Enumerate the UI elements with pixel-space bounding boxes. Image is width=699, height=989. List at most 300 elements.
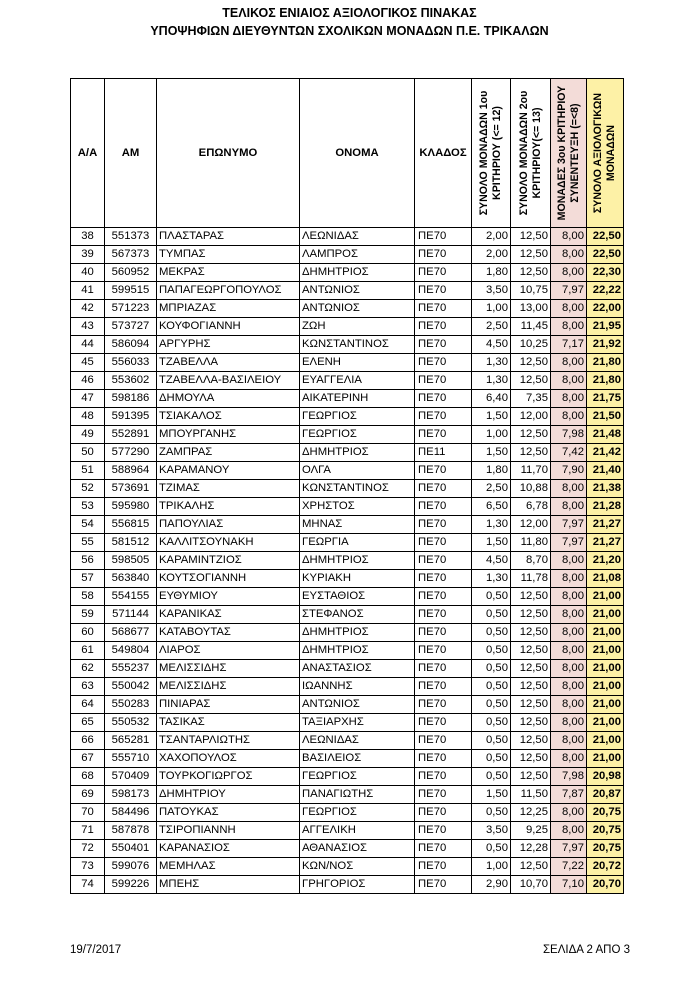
cell-surname: ΚΑΡΑΜΑΝΟΥ bbox=[157, 462, 300, 480]
cell-am: 599076 bbox=[105, 858, 157, 876]
cell-criterion3: 8,00 bbox=[551, 552, 587, 570]
cell-klados: ΠΕ70 bbox=[415, 390, 472, 408]
cell-criterion1: 3,50 bbox=[472, 822, 511, 840]
cell-aa: 46 bbox=[71, 372, 105, 390]
cell-klados: ΠΕ70 bbox=[415, 606, 472, 624]
cell-aa: 47 bbox=[71, 390, 105, 408]
col-header-total-text: ΣΥΝΟΛΟ ΑΞΙΟΛΟΓΙΚΩΝ ΜΟΝΑΔΩΝ bbox=[592, 92, 617, 214]
table-row bbox=[71, 678, 624, 696]
cell-klados: ΠΕ70 bbox=[415, 408, 472, 426]
cell-am: 551373 bbox=[105, 228, 157, 246]
cell-criterion2: 12,50 bbox=[511, 642, 551, 660]
table-row bbox=[71, 750, 624, 768]
cell-klados: ΠΕ70 bbox=[415, 516, 472, 534]
cell-klados: ΠΕ70 bbox=[415, 354, 472, 372]
cell-am: 595980 bbox=[105, 498, 157, 516]
cell-criterion3: 8,00 bbox=[551, 318, 587, 336]
cell-am: 598173 bbox=[105, 786, 157, 804]
table-row bbox=[71, 282, 624, 300]
cell-total: 21,00 bbox=[587, 696, 624, 714]
cell-aa: 68 bbox=[71, 768, 105, 786]
cell-total: 21,00 bbox=[587, 732, 624, 750]
cell-am: 571144 bbox=[105, 606, 157, 624]
cell-aa: 72 bbox=[71, 840, 105, 858]
cell-criterion1: 1,50 bbox=[472, 408, 511, 426]
cell-total: 21,42 bbox=[587, 444, 624, 462]
cell-aa: 40 bbox=[71, 264, 105, 282]
cell-surname: ΜΠΕΗΣ bbox=[157, 876, 300, 894]
cell-criterion2: 12,50 bbox=[511, 444, 551, 462]
cell-aa: 73 bbox=[71, 858, 105, 876]
table-row bbox=[71, 642, 624, 660]
cell-aa: 71 bbox=[71, 822, 105, 840]
cell-am: 556815 bbox=[105, 516, 157, 534]
table-row bbox=[71, 372, 624, 390]
cell-criterion3: 8,00 bbox=[551, 390, 587, 408]
cell-klados: ΠΕ70 bbox=[415, 588, 472, 606]
cell-total: 21,00 bbox=[587, 606, 624, 624]
cell-total: 22,50 bbox=[587, 246, 624, 264]
cell-aa: 50 bbox=[71, 444, 105, 462]
cell-criterion1: 1,80 bbox=[472, 264, 511, 282]
cell-criterion3: 8,00 bbox=[551, 660, 587, 678]
cell-klados: ΠΕ70 bbox=[415, 624, 472, 642]
cell-aa: 56 bbox=[71, 552, 105, 570]
cell-total: 21,00 bbox=[587, 624, 624, 642]
cell-total: 21,00 bbox=[587, 714, 624, 732]
cell-aa: 65 bbox=[71, 714, 105, 732]
cell-criterion2: 11,50 bbox=[511, 786, 551, 804]
table-row bbox=[71, 318, 624, 336]
cell-klados: ΠΕ70 bbox=[415, 858, 472, 876]
cell-klados: ΠΕ70 bbox=[415, 300, 472, 318]
table-row bbox=[71, 246, 624, 264]
cell-name: ΔΗΜΗΤΡΙΟΣ bbox=[300, 624, 415, 642]
cell-criterion1: 4,50 bbox=[472, 552, 511, 570]
cell-name: ΔΗΜΗΤΡΙΟΣ bbox=[300, 444, 415, 462]
cell-criterion2: 12,50 bbox=[511, 372, 551, 390]
cell-aa: 43 bbox=[71, 318, 105, 336]
cell-total: 22,50 bbox=[587, 228, 624, 246]
cell-aa: 51 bbox=[71, 462, 105, 480]
col-header-criterion1 bbox=[472, 79, 511, 228]
cell-total: 21,27 bbox=[587, 516, 624, 534]
cell-aa: 44 bbox=[71, 336, 105, 354]
cell-klados: ΠΕ70 bbox=[415, 282, 472, 300]
cell-criterion2: 11,45 bbox=[511, 318, 551, 336]
cell-total: 21,95 bbox=[587, 318, 624, 336]
col-header-name: ΟΝΟΜΑ bbox=[300, 79, 415, 228]
col-header-aa: Α/Α bbox=[71, 79, 105, 228]
cell-criterion3: 8,00 bbox=[551, 750, 587, 768]
cell-total: 20,70 bbox=[587, 876, 624, 894]
table-row bbox=[71, 876, 624, 894]
cell-total: 20,98 bbox=[587, 768, 624, 786]
cell-name: ΚΩΝ/ΝΟΣ bbox=[300, 858, 415, 876]
cell-criterion3: 8,00 bbox=[551, 678, 587, 696]
cell-name: ΕΥΣΤΑΘΙΟΣ bbox=[300, 588, 415, 606]
cell-surname: ΤΑΣΙΚΑΣ bbox=[157, 714, 300, 732]
cell-criterion2: 12,28 bbox=[511, 840, 551, 858]
cell-criterion2: 12,00 bbox=[511, 516, 551, 534]
footer-page-number: ΣΕΛΙΔΑ 2 ΑΠΟ 3 bbox=[542, 944, 630, 956]
cell-total: 20,75 bbox=[587, 804, 624, 822]
col-header-criterion1-text: ΣΥΝΟΛΟ ΜΟΝΑΔΩΝ 1ου ΚΡΙΤΗΡΙΟΥ (<= 12) bbox=[478, 90, 503, 216]
cell-total: 21,08 bbox=[587, 570, 624, 588]
cell-criterion3: 7,90 bbox=[551, 462, 587, 480]
col-header-criterion2 bbox=[511, 79, 551, 228]
cell-criterion3: 8,00 bbox=[551, 588, 587, 606]
cell-klados: ΠΕ70 bbox=[415, 678, 472, 696]
cell-aa: 67 bbox=[71, 750, 105, 768]
cell-am: 586094 bbox=[105, 336, 157, 354]
col-header-total bbox=[587, 79, 624, 228]
cell-criterion3: 8,00 bbox=[551, 822, 587, 840]
cell-am: 550401 bbox=[105, 840, 157, 858]
cell-aa: 63 bbox=[71, 678, 105, 696]
table-row bbox=[71, 408, 624, 426]
cell-klados: ΠΕ70 bbox=[415, 228, 472, 246]
cell-name: ΑΘΑΝΑΣΙΟΣ bbox=[300, 840, 415, 858]
cell-name: ΛΕΩΝΙΔΑΣ bbox=[300, 228, 415, 246]
cell-aa: 52 bbox=[71, 480, 105, 498]
cell-am: 598505 bbox=[105, 552, 157, 570]
document-title: ΤΕΛΙΚΟΣ ΕΝΙΑΙΟΣ ΑΞΙΟΛΟΓΙΚΟΣ ΠΙΝΑΚΑΣ bbox=[222, 6, 477, 20]
cell-surname: ΜΕΛΙΣΣΙΔΗΣ bbox=[157, 660, 300, 678]
cell-name: ΑΝΤΩΝΙΟΣ bbox=[300, 300, 415, 318]
cell-criterion1: 3,50 bbox=[472, 282, 511, 300]
cell-am: 581512 bbox=[105, 534, 157, 552]
cell-aa: 41 bbox=[71, 282, 105, 300]
cell-criterion3: 8,00 bbox=[551, 246, 587, 264]
cell-surname: ΤΣΙΑΚΑΛΟΣ bbox=[157, 408, 300, 426]
cell-criterion3: 8,00 bbox=[551, 354, 587, 372]
cell-name: ΤΑΞΙΑΡΧΗΣ bbox=[300, 714, 415, 732]
table-row bbox=[71, 354, 624, 372]
cell-klados: ΠΕ70 bbox=[415, 822, 472, 840]
cell-total: 20,75 bbox=[587, 840, 624, 858]
cell-klados: ΠΕ70 bbox=[415, 876, 472, 894]
cell-am: 577290 bbox=[105, 444, 157, 462]
cell-criterion1: 1,00 bbox=[472, 858, 511, 876]
cell-total: 20,87 bbox=[587, 786, 624, 804]
cell-klados: ΠΕ70 bbox=[415, 768, 472, 786]
cell-surname: ΜΕΛΙΣΣΙΔΗΣ bbox=[157, 678, 300, 696]
cell-am: 584496 bbox=[105, 804, 157, 822]
cell-am: 567373 bbox=[105, 246, 157, 264]
cell-surname: ΚΟΥΤΣΟΓΙΑΝΝΗ bbox=[157, 570, 300, 588]
table-row bbox=[71, 228, 624, 246]
cell-klados: ΠΕ70 bbox=[415, 426, 472, 444]
cell-criterion2: 12,50 bbox=[511, 714, 551, 732]
cell-criterion3: 7,10 bbox=[551, 876, 587, 894]
cell-name: ΚΩΝΣΤΑΝΤΙΝΟΣ bbox=[300, 480, 415, 498]
cell-criterion2: 12,50 bbox=[511, 588, 551, 606]
cell-surname: ΤΖΙΜΑΣ bbox=[157, 480, 300, 498]
table-row bbox=[71, 390, 624, 408]
cell-criterion2: 10,88 bbox=[511, 480, 551, 498]
cell-criterion3: 8,00 bbox=[551, 804, 587, 822]
table-row bbox=[71, 768, 624, 786]
cell-am: 550532 bbox=[105, 714, 157, 732]
cell-surname: ΤΥΜΠΑΣ bbox=[157, 246, 300, 264]
cell-criterion3: 8,00 bbox=[551, 480, 587, 498]
cell-criterion3: 7,98 bbox=[551, 426, 587, 444]
table-body bbox=[71, 228, 624, 894]
cell-surname: ΚΑΛΛΙΤΣΟΥΝΑΚΗ bbox=[157, 534, 300, 552]
col-header-criterion2-text: ΣΥΝΟΛΟ ΜΟΝΑΔΩΝ 2ου ΚΡΙΤΗΡΙΟΥ(<= 13) bbox=[517, 90, 543, 216]
cell-criterion2: 9,25 bbox=[511, 822, 551, 840]
cell-name: ΧΡΗΣΤΟΣ bbox=[300, 498, 415, 516]
cell-total: 20,75 bbox=[587, 822, 624, 840]
cell-klados: ΠΕ70 bbox=[415, 714, 472, 732]
cell-am: 573727 bbox=[105, 318, 157, 336]
cell-criterion2: 12,50 bbox=[511, 426, 551, 444]
cell-name: ΙΩΑΝΝΗΣ bbox=[300, 678, 415, 696]
cell-am: 549804 bbox=[105, 642, 157, 660]
cell-aa: 55 bbox=[71, 534, 105, 552]
table-row bbox=[71, 552, 624, 570]
cell-total: 21,00 bbox=[587, 750, 624, 768]
table-row bbox=[71, 534, 624, 552]
cell-criterion3: 8,00 bbox=[551, 696, 587, 714]
cell-name: ΓΕΩΡΓΙΟΣ bbox=[300, 768, 415, 786]
cell-name: ΕΥΑΓΓΕΛΙΑ bbox=[300, 372, 415, 390]
cell-aa: 45 bbox=[71, 354, 105, 372]
cell-surname: ΔΗΜΗΤΡΙΟΥ bbox=[157, 786, 300, 804]
cell-surname: ΖΑΜΠΡΑΣ bbox=[157, 444, 300, 462]
document-subtitle: ΥΠΟΨΗΦΙΩΝ ΔΙΕΥΘΥΝΤΩΝ ΣΧΟΛΙΚΩΝ ΜΟΝΑΔΩΝ Π.Ε. ΤΡΙΚΑΛΩΝ bbox=[150, 24, 549, 38]
cell-total: 21,00 bbox=[587, 588, 624, 606]
cell-name: ΓΕΩΡΓΙΟΣ bbox=[300, 426, 415, 444]
table-row bbox=[71, 606, 624, 624]
cell-surname: ΚΑΡΑΜΙΝΤΖΙΟΣ bbox=[157, 552, 300, 570]
cell-name: ΑΝΑΣΤΑΣΙΟΣ bbox=[300, 660, 415, 678]
cell-name: ΓΡΗΓΟΡΙΟΣ bbox=[300, 876, 415, 894]
cell-klados: ΠΕ70 bbox=[415, 534, 472, 552]
cell-surname: ΚΑΡΑΝΙΚΑΣ bbox=[157, 606, 300, 624]
cell-criterion2: 12,50 bbox=[511, 696, 551, 714]
table-row bbox=[71, 660, 624, 678]
cell-criterion3: 7,87 bbox=[551, 786, 587, 804]
cell-name: ΛΕΩΝΙΔΑΣ bbox=[300, 732, 415, 750]
cell-criterion3: 8,00 bbox=[551, 498, 587, 516]
cell-criterion1: 1,30 bbox=[472, 354, 511, 372]
cell-aa: 66 bbox=[71, 732, 105, 750]
cell-aa: 53 bbox=[71, 498, 105, 516]
cell-name: ΑΝΤΩΝΙΟΣ bbox=[300, 282, 415, 300]
col-header-criterion3 bbox=[551, 79, 587, 228]
table-row bbox=[71, 696, 624, 714]
cell-aa: 61 bbox=[71, 642, 105, 660]
cell-am: 573691 bbox=[105, 480, 157, 498]
cell-criterion2: 12,00 bbox=[511, 408, 551, 426]
cell-aa: 58 bbox=[71, 588, 105, 606]
cell-klados: ΠΕ70 bbox=[415, 264, 472, 282]
table-row bbox=[71, 570, 624, 588]
col-header-am: ΑΜ bbox=[105, 79, 157, 228]
cell-am: 554155 bbox=[105, 588, 157, 606]
cell-criterion1: 2,90 bbox=[472, 876, 511, 894]
cell-criterion1: 2,50 bbox=[472, 318, 511, 336]
cell-criterion3: 7,98 bbox=[551, 768, 587, 786]
cell-aa: 59 bbox=[71, 606, 105, 624]
cell-klados: ΠΕ70 bbox=[415, 750, 472, 768]
cell-criterion2: 10,70 bbox=[511, 876, 551, 894]
cell-criterion1: 1,50 bbox=[472, 786, 511, 804]
cell-am: 552891 bbox=[105, 426, 157, 444]
cell-surname: ΔΗΜΟΥΛΑ bbox=[157, 390, 300, 408]
cell-am: 553602 bbox=[105, 372, 157, 390]
cell-klados: ΠΕ70 bbox=[415, 372, 472, 390]
cell-klados: ΠΕ70 bbox=[415, 732, 472, 750]
cell-criterion1: 1,30 bbox=[472, 570, 511, 588]
cell-am: 568677 bbox=[105, 624, 157, 642]
cell-criterion1: 1,30 bbox=[472, 372, 511, 390]
cell-criterion2: 11,80 bbox=[511, 534, 551, 552]
cell-surname: ΤΖΑΒΕΛΛΑ bbox=[157, 354, 300, 372]
cell-criterion1: 0,50 bbox=[472, 606, 511, 624]
cell-criterion3: 8,00 bbox=[551, 714, 587, 732]
cell-criterion1: 2,50 bbox=[472, 480, 511, 498]
cell-criterion3: 8,00 bbox=[551, 300, 587, 318]
cell-surname: ΕΥΘΥΜΙΟΥ bbox=[157, 588, 300, 606]
cell-criterion1: 0,50 bbox=[472, 732, 511, 750]
table-row bbox=[71, 822, 624, 840]
cell-name: ΒΑΣΙΛΕΙΟΣ bbox=[300, 750, 415, 768]
cell-criterion2: 12,50 bbox=[511, 264, 551, 282]
cell-total: 22,22 bbox=[587, 282, 624, 300]
cell-surname: ΚΑΤΑΒΟΥΤΑΣ bbox=[157, 624, 300, 642]
cell-total: 21,38 bbox=[587, 480, 624, 498]
cell-name: ΑΓΓΕΛΙΚΗ bbox=[300, 822, 415, 840]
cell-surname: ΜΕΜΗΛΑΣ bbox=[157, 858, 300, 876]
cell-criterion1: 1,50 bbox=[472, 444, 511, 462]
cell-name: ΓΕΩΡΓΙΟΣ bbox=[300, 804, 415, 822]
cell-total: 21,00 bbox=[587, 678, 624, 696]
cell-am: 598186 bbox=[105, 390, 157, 408]
cell-surname: ΠΑΠΑΓΕΩΡΓΟΠΟΥΛΟΣ bbox=[157, 282, 300, 300]
cell-criterion1: 6,50 bbox=[472, 498, 511, 516]
cell-criterion2: 11,78 bbox=[511, 570, 551, 588]
cell-aa: 64 bbox=[71, 696, 105, 714]
cell-surname: ΠΑΤΟΥΚΑΣ bbox=[157, 804, 300, 822]
cell-am: 565281 bbox=[105, 732, 157, 750]
cell-criterion1: 1,00 bbox=[472, 300, 511, 318]
cell-am: 599226 bbox=[105, 876, 157, 894]
cell-total: 21,75 bbox=[587, 390, 624, 408]
cell-surname: ΤΡΙΚΑΛΗΣ bbox=[157, 498, 300, 516]
cell-klados: ΠΕ70 bbox=[415, 318, 472, 336]
cell-criterion1: 0,50 bbox=[472, 642, 511, 660]
cell-surname: ΠΑΠΟΥΛΙΑΣ bbox=[157, 516, 300, 534]
table-row bbox=[71, 588, 624, 606]
cell-criterion2: 12,50 bbox=[511, 660, 551, 678]
cell-criterion3: 8,00 bbox=[551, 732, 587, 750]
cell-criterion3: 8,00 bbox=[551, 642, 587, 660]
table-row bbox=[71, 516, 624, 534]
cell-criterion2: 12,50 bbox=[511, 228, 551, 246]
cell-am: 563840 bbox=[105, 570, 157, 588]
cell-criterion1: 0,50 bbox=[472, 840, 511, 858]
cell-criterion1: 1,30 bbox=[472, 516, 511, 534]
cell-criterion2: 12,50 bbox=[511, 606, 551, 624]
cell-criterion3: 8,00 bbox=[551, 606, 587, 624]
cell-criterion1: 0,50 bbox=[472, 660, 511, 678]
cell-criterion2: 10,25 bbox=[511, 336, 551, 354]
cell-name: ΕΛΕΝΗ bbox=[300, 354, 415, 372]
cell-surname: ΤΣΙΡΟΠΙΑΝΝΗ bbox=[157, 822, 300, 840]
cell-am: 591395 bbox=[105, 408, 157, 426]
cell-criterion2: 13,00 bbox=[511, 300, 551, 318]
table-row bbox=[71, 732, 624, 750]
cell-surname: ΛΙΑΡΟΣ bbox=[157, 642, 300, 660]
cell-criterion2: 12,50 bbox=[511, 624, 551, 642]
cell-surname: ΧΑΧΟΠΟΥΛΟΣ bbox=[157, 750, 300, 768]
cell-surname: ΜΠΡΙΑΖΑΣ bbox=[157, 300, 300, 318]
cell-criterion2: 12,50 bbox=[511, 768, 551, 786]
cell-klados: ΠΕ70 bbox=[415, 462, 472, 480]
cell-aa: 54 bbox=[71, 516, 105, 534]
col-header-criterion3-text: ΜΟΝΑΔΕΣ 3ου ΚΡΙΤΗΡΙΟΥ ΣΥΝΕΝΤΕΥΞΗ (=<8) bbox=[555, 85, 581, 221]
table-row bbox=[71, 264, 624, 282]
cell-am: 555710 bbox=[105, 750, 157, 768]
cell-am: 560952 bbox=[105, 264, 157, 282]
cell-criterion2: 12,50 bbox=[511, 750, 551, 768]
cell-klados: ΠΕ70 bbox=[415, 570, 472, 588]
cell-name: ΑΙΚΑΤΕΡΙΝΗ bbox=[300, 390, 415, 408]
cell-name: ΠΑΝΑΓΙΩΤΗΣ bbox=[300, 786, 415, 804]
cell-criterion1: 6,40 bbox=[472, 390, 511, 408]
cell-criterion2: 12,50 bbox=[511, 246, 551, 264]
table-row bbox=[71, 804, 624, 822]
cell-criterion3: 8,00 bbox=[551, 372, 587, 390]
cell-criterion2: 10,75 bbox=[511, 282, 551, 300]
cell-aa: 57 bbox=[71, 570, 105, 588]
cell-criterion3: 7,22 bbox=[551, 858, 587, 876]
cell-criterion2: 12,25 bbox=[511, 804, 551, 822]
table-row bbox=[71, 498, 624, 516]
cell-total: 21,80 bbox=[587, 354, 624, 372]
cell-name: ΔΗΜΗΤΡΙΟΣ bbox=[300, 642, 415, 660]
cell-criterion3: 8,00 bbox=[551, 228, 587, 246]
cell-criterion1: 1,50 bbox=[472, 534, 511, 552]
cell-total: 21,48 bbox=[587, 426, 624, 444]
cell-surname: ΑΡΓΥΡΗΣ bbox=[157, 336, 300, 354]
cell-criterion3: 8,00 bbox=[551, 624, 587, 642]
cell-aa: 49 bbox=[71, 426, 105, 444]
cell-criterion3: 7,42 bbox=[551, 444, 587, 462]
cell-klados: ΠΕ70 bbox=[415, 660, 472, 678]
cell-total: 21,92 bbox=[587, 336, 624, 354]
cell-criterion1: 0,50 bbox=[472, 588, 511, 606]
cell-criterion1: 0,50 bbox=[472, 678, 511, 696]
cell-name: ΣΤΕΦΑΝΟΣ bbox=[300, 606, 415, 624]
cell-aa: 42 bbox=[71, 300, 105, 318]
cell-criterion3: 7,97 bbox=[551, 282, 587, 300]
cell-criterion1: 2,00 bbox=[472, 228, 511, 246]
cell-klados: ΠΕ70 bbox=[415, 552, 472, 570]
cell-aa: 48 bbox=[71, 408, 105, 426]
cell-am: 587878 bbox=[105, 822, 157, 840]
cell-klados: ΠΕ70 bbox=[415, 786, 472, 804]
cell-surname: ΤΣΑΝΤΑΡΛΙΩΤΗΣ bbox=[157, 732, 300, 750]
cell-klados: ΠΕ70 bbox=[415, 804, 472, 822]
cell-am: 556033 bbox=[105, 354, 157, 372]
cell-klados: ΠΕ70 bbox=[415, 336, 472, 354]
cell-criterion1: 0,50 bbox=[472, 768, 511, 786]
cell-surname: ΠΛΑΣΤΑΡΑΣ bbox=[157, 228, 300, 246]
